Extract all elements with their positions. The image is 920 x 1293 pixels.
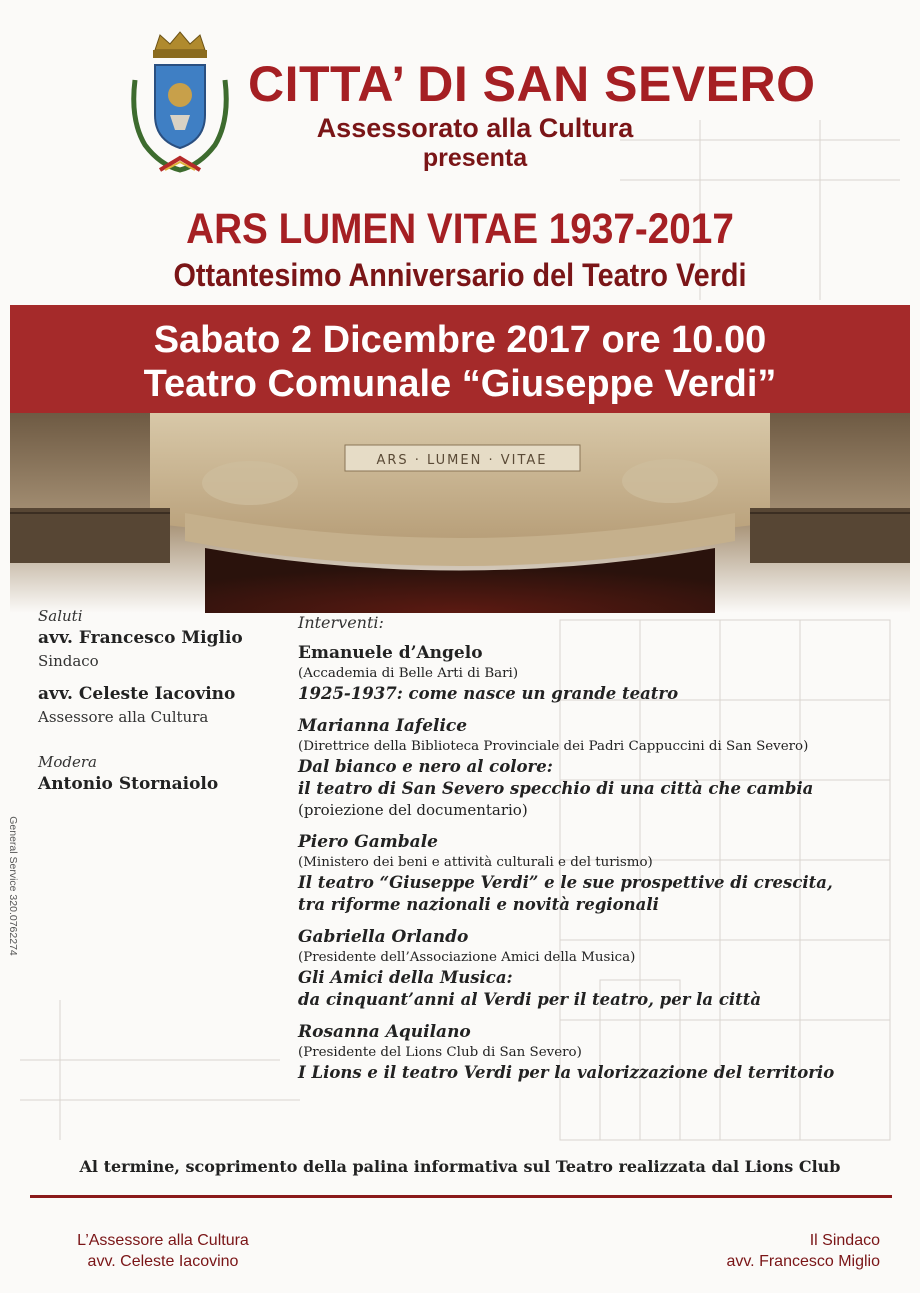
speaker-name: Piero Gambale: [298, 832, 438, 852]
welcome-section: [38, 606, 288, 796]
event-venue: Teatro Comunale “Giuseppe Verdi”: [143, 363, 777, 405]
welcome-label: Saluti: [38, 607, 83, 625]
talk-title: il teatro di San Severo specchio di una città che cambia: [298, 779, 814, 798]
signature-left: [48, 1230, 278, 1272]
talk-title: 1925-1937: come nasce un grande teatro: [298, 684, 679, 703]
speaker-entry: [298, 831, 898, 916]
talks-section: [298, 612, 898, 1094]
event-title: ARS LUMEN VITAE 1937-2017: [186, 205, 734, 253]
speaker-affiliation: (Presidente dell’Associazione Amici della Musica): [298, 950, 636, 965]
talk-note: (proiezione del documentario): [298, 801, 528, 819]
speaker-name: Emanuele d’Angelo: [298, 643, 483, 663]
welcome-person-name: avv. Celeste Iacovino: [38, 684, 236, 704]
printer-credit: [8, 800, 20, 970]
talk-title: Gli Amici della Musica:: [298, 968, 513, 987]
speaker-affiliation: (Presidente del Lions Club di San Severo): [298, 1045, 582, 1060]
theatre-proscenium-photo: [10, 413, 910, 613]
talk-title: tra riforme nazionali e novità regionali: [298, 895, 659, 914]
closing-note: Al termine, scoprimento della palina informativa sul Teatro realizzata dal Lions Club: [79, 1157, 841, 1176]
city-title: CITTA’ DI SAN SEVERO: [248, 56, 816, 112]
proscenium-inscription: ARS · LUMEN · VITAE: [376, 453, 548, 468]
speaker-entry: [298, 642, 898, 705]
event-date-time: Sabato 2 Dicembre 2017 ore 10.00: [153, 319, 767, 361]
talk-title: da cinquant’anni al Verdi per il teatro, per la città: [298, 990, 762, 1009]
welcome-person-role: Assessore alla Cultura: [38, 708, 209, 726]
speaker-affiliation: (Accademia di Belle Arti di Bari): [298, 666, 519, 681]
speaker-name: Gabriella Orlando: [298, 927, 469, 947]
divider-rule: [30, 1195, 892, 1198]
speaker-affiliation: (Direttrice della Biblioteca Provinciale dei Padri Cappuccini di San Severo): [298, 739, 809, 754]
speaker-entry: [298, 1021, 898, 1084]
signature-right-name: avv. Francesco Miglio: [726, 1253, 880, 1270]
printer-credit-text: General Service 320.0762274: [7, 816, 19, 956]
talk-title: I Lions e il teatro Verdi per la valorizzazione del territorio: [298, 1063, 835, 1082]
welcome-person-role: Sindaco: [38, 652, 99, 670]
city-coat-of-arms: [125, 30, 235, 180]
event-subtitle: Ottantesimo Anniversario del Teatro Verdi: [173, 257, 747, 293]
signature-left-title: L’Assessore alla Cultura: [77, 1232, 249, 1249]
signature-right-title: Il Sindaco: [809, 1232, 880, 1249]
presents-label: presenta: [422, 144, 528, 172]
talk-title: Dal bianco e nero al colore:: [298, 757, 553, 776]
speaker-name: Rosanna Aquilano: [298, 1022, 471, 1042]
signature-left-name: avv. Celeste Iacovino: [87, 1253, 239, 1270]
speaker-entry: [298, 926, 898, 1011]
speaker-affiliation: (Ministero dei beni e attività culturali e del turismo): [298, 855, 653, 870]
moderator-label: Modera: [38, 753, 97, 771]
speaker-name: Marianna Iafelice: [298, 716, 468, 736]
date-venue-banner: [10, 305, 910, 413]
moderator-name: Antonio Stornaiolo: [38, 774, 219, 794]
welcome-person-name: avv. Francesco Miglio: [38, 628, 243, 648]
talks-label: Interventi:: [298, 613, 384, 632]
department-name: Assessorato alla Cultura: [316, 113, 634, 143]
speaker-entry: [298, 715, 898, 821]
signature-right: [668, 1230, 880, 1272]
talk-title: Il teatro “Giuseppe Verdi” e le sue prospettive di crescita,: [298, 873, 833, 892]
